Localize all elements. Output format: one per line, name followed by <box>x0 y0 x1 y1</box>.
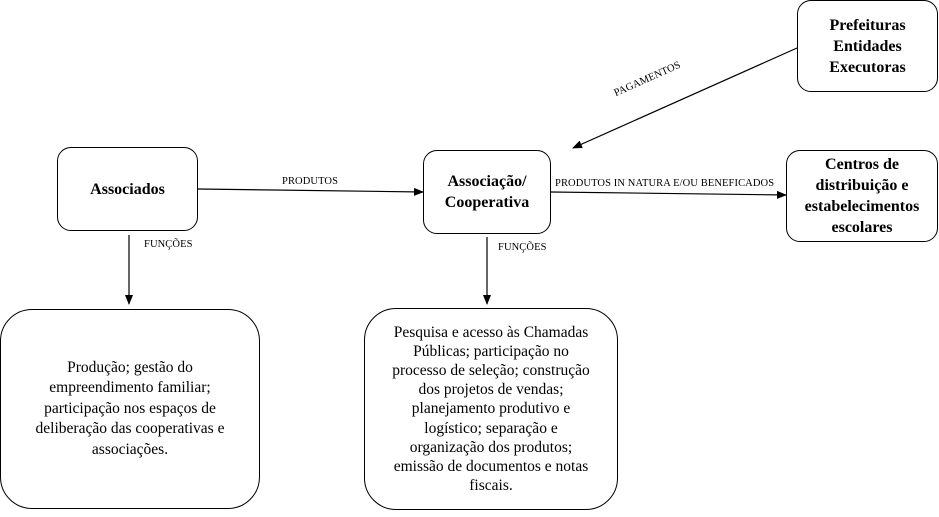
arrow-prefeituras-to-cooperativa <box>573 48 797 148</box>
associados-functions-box <box>0 309 260 509</box>
associados-node <box>57 147 198 231</box>
associacao-label-line1: Associação/ <box>447 173 527 190</box>
edge-label-produtos-in-natura: PRODUTOS IN NATURA E/OU BENEFICADOS <box>555 178 775 189</box>
edge-label-funcoes-center: FUNÇÕES <box>498 242 547 253</box>
prefeituras-label-line1: Prefeituras <box>829 16 906 34</box>
centros-node <box>786 150 938 242</box>
associados-label: Associados <box>90 180 165 198</box>
cooperativa-function-line: organização dos produtos; <box>409 438 573 456</box>
arrow-associados-to-cooperativa <box>198 189 423 192</box>
cooperativa-function-line: processo de seleção; construção <box>392 361 590 379</box>
associados-function-line: Produção; gestão do <box>67 358 193 376</box>
centros-label-line2: distribuição e <box>815 177 909 194</box>
cooperativa-function-line: logístico; separação e <box>424 419 558 437</box>
associacao-label-line2: Cooperativa <box>444 194 530 211</box>
cooperativa-function-line: fiscais. <box>469 477 513 495</box>
cooperativa-function-line: Públicas; participação no <box>413 342 569 360</box>
arrow-cooperativa-to-centros <box>551 192 786 195</box>
prefeituras-node <box>797 0 938 92</box>
associacao-cooperativa-node <box>423 150 551 234</box>
cooperativa-function-line: dos projetos de vendas; <box>418 381 564 399</box>
cooperativa-function-line: Pesquisa e acesso às Chamadas <box>393 323 589 341</box>
centros-label-line3: estabelecimentos <box>804 198 920 215</box>
edge-label-produtos: PRODUTOS <box>282 176 339 187</box>
associados-function-line: associações. <box>91 440 169 458</box>
centros-label-line4: escolares <box>831 219 893 236</box>
associados-function-line: deliberação das cooperativas e <box>35 420 225 438</box>
edge-label-pagamentos: PAGAMENTOS <box>612 59 683 99</box>
centros-label-line1: Centros de <box>825 156 899 173</box>
prefeituras-label-line3: Executoras <box>829 58 906 76</box>
edge-label-funcoes-left: FUNÇÕES <box>144 239 193 250</box>
cooperativa-functions-box <box>364 308 618 510</box>
cooperativa-function-line: emissão de documentos e notas <box>393 458 589 475</box>
associados-function-line: participação nos espaços de <box>44 399 216 417</box>
associados-function-line: empreendimento familiar; <box>49 379 211 397</box>
cooperativa-function-line: planejamento produtivo e <box>411 400 571 418</box>
prefeituras-label-line2: Entidades <box>833 37 902 55</box>
